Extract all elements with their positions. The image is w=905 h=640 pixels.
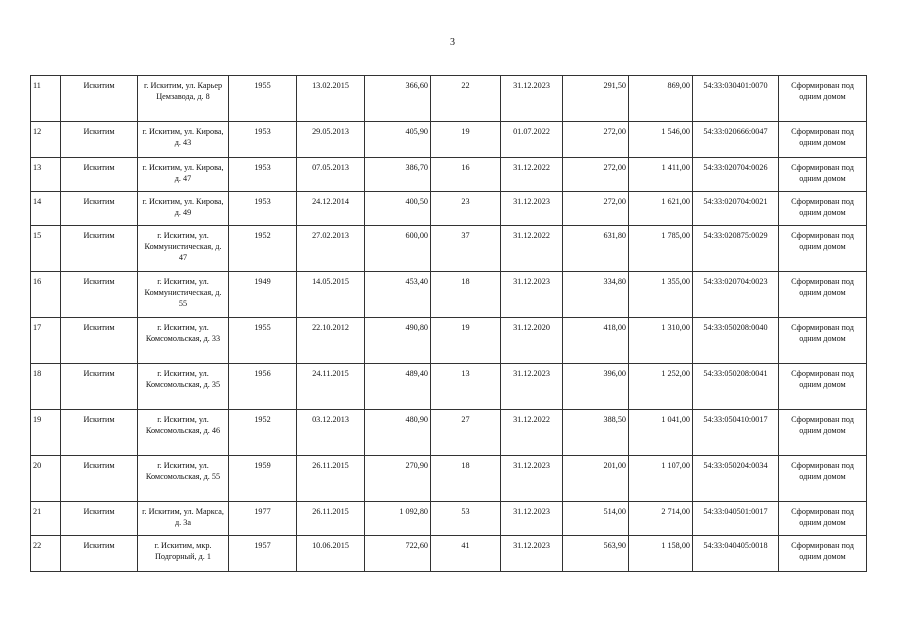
area-2-cell: 418,00 bbox=[563, 318, 629, 364]
address-cell: г. Искитим, ул. Комсомольская, д. 46 bbox=[138, 410, 229, 456]
cadastral-number-cell: 54:33:050204:0034 bbox=[693, 456, 779, 502]
table-row bbox=[31, 122, 867, 158]
deadline-date-cell: 31.12.2023 bbox=[501, 192, 563, 226]
land-status-cell: Сформирован под одним домом bbox=[779, 76, 867, 122]
municipality-cell: Искитим bbox=[61, 76, 138, 122]
municipality-cell: Искитим bbox=[61, 502, 138, 536]
area-2-cell: 272,00 bbox=[563, 158, 629, 192]
municipality-cell: Искитим bbox=[61, 410, 138, 456]
area-2-cell: 396,00 bbox=[563, 364, 629, 410]
row-number-cell: 16 bbox=[31, 272, 61, 318]
cadastral-number-cell: 54:33:040405:0018 bbox=[693, 536, 779, 572]
residents-cell: 18 bbox=[431, 272, 501, 318]
residents-cell: 23 bbox=[431, 192, 501, 226]
municipality-cell: Искитим bbox=[61, 192, 138, 226]
land-status-cell: Сформирован под одним домом bbox=[779, 122, 867, 158]
area-2-cell: 201,00 bbox=[563, 456, 629, 502]
row-number-cell: 22 bbox=[31, 536, 61, 572]
area-cell: 490,80 bbox=[365, 318, 431, 364]
residents-cell: 19 bbox=[431, 122, 501, 158]
construction-year-cell: 1955 bbox=[229, 76, 297, 122]
address-cell: г. Искитим, ул. Маркса, д. 3а bbox=[138, 502, 229, 536]
cadastral-number-cell: 54:33:050208:0040 bbox=[693, 318, 779, 364]
date-cell: 24.11.2015 bbox=[297, 364, 365, 410]
address-cell: г. Искитим, ул. Комсомольская, д. 35 bbox=[138, 364, 229, 410]
date-cell: 27.02.2013 bbox=[297, 226, 365, 272]
municipality-cell: Искитим bbox=[61, 456, 138, 502]
address-cell: г. Искитим, ул. Комсомольская, д. 33 bbox=[138, 318, 229, 364]
deadline-date-cell: 31.12.2022 bbox=[501, 158, 563, 192]
table-row bbox=[31, 364, 867, 410]
land-status-cell: Сформирован под одним домом bbox=[779, 456, 867, 502]
municipality-cell: Искитим bbox=[61, 122, 138, 158]
date-cell: 29.05.2013 bbox=[297, 122, 365, 158]
date-cell: 14.05.2015 bbox=[297, 272, 365, 318]
residents-cell: 37 bbox=[431, 226, 501, 272]
land-status-cell: Сформирован под одним домом bbox=[779, 226, 867, 272]
row-number-cell: 17 bbox=[31, 318, 61, 364]
address-cell: г. Искитим, ул. Коммунистическая, д. 55 bbox=[138, 272, 229, 318]
construction-year-cell: 1952 bbox=[229, 226, 297, 272]
construction-year-cell: 1953 bbox=[229, 122, 297, 158]
cadastral-number-cell: 54:33:030401:0070 bbox=[693, 76, 779, 122]
construction-year-cell: 1953 bbox=[229, 192, 297, 226]
cadastral-number-cell: 54:33:040501:0017 bbox=[693, 502, 779, 536]
date-cell: 26.11.2015 bbox=[297, 456, 365, 502]
land-area-cell: 1 411,00 bbox=[629, 158, 693, 192]
address-cell: г. Искитим, ул. Кирова, д. 47 bbox=[138, 158, 229, 192]
area-cell: 480,90 bbox=[365, 410, 431, 456]
municipality-cell: Искитим bbox=[61, 318, 138, 364]
table-row bbox=[31, 226, 867, 272]
municipality-cell: Искитим bbox=[61, 158, 138, 192]
deadline-date-cell: 31.12.2022 bbox=[501, 226, 563, 272]
date-cell: 26.11.2015 bbox=[297, 502, 365, 536]
residents-cell: 13 bbox=[431, 364, 501, 410]
table-row bbox=[31, 272, 867, 318]
residents-cell: 41 bbox=[431, 536, 501, 572]
area-cell: 400,50 bbox=[365, 192, 431, 226]
area-cell: 722,60 bbox=[365, 536, 431, 572]
address-cell: г. Искитим, ул. Кирова, д. 49 bbox=[138, 192, 229, 226]
row-number-cell: 12 bbox=[31, 122, 61, 158]
table-row bbox=[31, 536, 867, 572]
residents-cell: 16 bbox=[431, 158, 501, 192]
land-status-cell: Сформирован под одним домом bbox=[779, 364, 867, 410]
deadline-date-cell: 31.12.2023 bbox=[501, 502, 563, 536]
construction-year-cell: 1949 bbox=[229, 272, 297, 318]
land-status-cell: Сформирован под одним домом bbox=[779, 192, 867, 226]
construction-year-cell: 1957 bbox=[229, 536, 297, 572]
area-cell: 453,40 bbox=[365, 272, 431, 318]
date-cell: 03.12.2013 bbox=[297, 410, 365, 456]
land-area-cell: 1 355,00 bbox=[629, 272, 693, 318]
date-cell: 13.02.2015 bbox=[297, 76, 365, 122]
residents-cell: 53 bbox=[431, 502, 501, 536]
cadastral-number-cell: 54:33:020704:0023 bbox=[693, 272, 779, 318]
area-cell: 489,40 bbox=[365, 364, 431, 410]
construction-year-cell: 1956 bbox=[229, 364, 297, 410]
area-2-cell: 334,80 bbox=[563, 272, 629, 318]
address-cell: г. Искитим, ул. Комсомольская, д. 55 bbox=[138, 456, 229, 502]
address-cell: г. Искитим, ул. Кирова, д. 43 bbox=[138, 122, 229, 158]
table-row bbox=[31, 456, 867, 502]
residents-cell: 19 bbox=[431, 318, 501, 364]
date-cell: 24.12.2014 bbox=[297, 192, 365, 226]
land-status-cell: Сформирован под одним домом bbox=[779, 536, 867, 572]
area-2-cell: 514,00 bbox=[563, 502, 629, 536]
cadastral-number-cell: 54:33:020704:0021 bbox=[693, 192, 779, 226]
page-number: 3 bbox=[450, 37, 455, 48]
deadline-date-cell: 01.07.2022 bbox=[501, 122, 563, 158]
table-row bbox=[31, 410, 867, 456]
housing-registry-table bbox=[30, 75, 867, 572]
land-status-cell: Сформирован под одним домом bbox=[779, 158, 867, 192]
area-cell: 600,00 bbox=[365, 226, 431, 272]
row-number-cell: 18 bbox=[31, 364, 61, 410]
address-cell: г. Искитим, ул. Карьер Цемзавода, д. 8 bbox=[138, 76, 229, 122]
land-status-cell: Сформирован под одним домом bbox=[779, 318, 867, 364]
address-cell: г. Искитим, мкр. Подгорный, д. 1 bbox=[138, 536, 229, 572]
deadline-date-cell: 31.12.2020 bbox=[501, 318, 563, 364]
row-number-cell: 20 bbox=[31, 456, 61, 502]
land-area-cell: 869,00 bbox=[629, 76, 693, 122]
residents-cell: 27 bbox=[431, 410, 501, 456]
construction-year-cell: 1977 bbox=[229, 502, 297, 536]
area-2-cell: 631,80 bbox=[563, 226, 629, 272]
area-cell: 366,60 bbox=[365, 76, 431, 122]
table-body bbox=[31, 76, 867, 572]
land-area-cell: 1 041,00 bbox=[629, 410, 693, 456]
date-cell: 07.05.2013 bbox=[297, 158, 365, 192]
land-area-cell: 1 621,00 bbox=[629, 192, 693, 226]
area-cell: 1 092,80 bbox=[365, 502, 431, 536]
deadline-date-cell: 31.12.2022 bbox=[501, 410, 563, 456]
area-2-cell: 272,00 bbox=[563, 192, 629, 226]
construction-year-cell: 1955 bbox=[229, 318, 297, 364]
municipality-cell: Искитим bbox=[61, 272, 138, 318]
municipality-cell: Искитим bbox=[61, 536, 138, 572]
land-status-cell: Сформирован под одним домом bbox=[779, 272, 867, 318]
row-number-cell: 13 bbox=[31, 158, 61, 192]
area-2-cell: 272,00 bbox=[563, 122, 629, 158]
row-number-cell: 11 bbox=[31, 76, 61, 122]
date-cell: 22.10.2012 bbox=[297, 318, 365, 364]
municipality-cell: Искитим bbox=[61, 226, 138, 272]
row-number-cell: 14 bbox=[31, 192, 61, 226]
residents-cell: 18 bbox=[431, 456, 501, 502]
area-cell: 386,70 bbox=[365, 158, 431, 192]
deadline-date-cell: 31.12.2023 bbox=[501, 536, 563, 572]
deadline-date-cell: 31.12.2023 bbox=[501, 364, 563, 410]
cadastral-number-cell: 54:33:050410:0017 bbox=[693, 410, 779, 456]
table-row bbox=[31, 318, 867, 364]
area-2-cell: 563,90 bbox=[563, 536, 629, 572]
municipality-cell: Искитим bbox=[61, 364, 138, 410]
deadline-date-cell: 31.12.2023 bbox=[501, 76, 563, 122]
cadastral-number-cell: 54:33:020666:0047 bbox=[693, 122, 779, 158]
land-area-cell: 1 310,00 bbox=[629, 318, 693, 364]
table-row bbox=[31, 158, 867, 192]
cadastral-number-cell: 54:33:020875:0029 bbox=[693, 226, 779, 272]
address-cell: г. Искитим, ул. Коммунистическая, д. 47 bbox=[138, 226, 229, 272]
land-area-cell: 1 785,00 bbox=[629, 226, 693, 272]
construction-year-cell: 1952 bbox=[229, 410, 297, 456]
land-status-cell: Сформирован под одним домом bbox=[779, 410, 867, 456]
construction-year-cell: 1959 bbox=[229, 456, 297, 502]
deadline-date-cell: 31.12.2023 bbox=[501, 272, 563, 318]
area-cell: 270,90 bbox=[365, 456, 431, 502]
land-area-cell: 1 158,00 bbox=[629, 536, 693, 572]
construction-year-cell: 1953 bbox=[229, 158, 297, 192]
table-row bbox=[31, 192, 867, 226]
table-row bbox=[31, 76, 867, 122]
land-area-cell: 1 252,00 bbox=[629, 364, 693, 410]
cadastral-number-cell: 54:33:020704:0026 bbox=[693, 158, 779, 192]
area-2-cell: 388,50 bbox=[563, 410, 629, 456]
row-number-cell: 15 bbox=[31, 226, 61, 272]
deadline-date-cell: 31.12.2023 bbox=[501, 456, 563, 502]
land-area-cell: 1 107,00 bbox=[629, 456, 693, 502]
land-area-cell: 2 714,00 bbox=[629, 502, 693, 536]
date-cell: 10.06.2015 bbox=[297, 536, 365, 572]
land-area-cell: 1 546,00 bbox=[629, 122, 693, 158]
row-number-cell: 21 bbox=[31, 502, 61, 536]
area-cell: 405,90 bbox=[365, 122, 431, 158]
residents-cell: 22 bbox=[431, 76, 501, 122]
cadastral-number-cell: 54:33:050208:0041 bbox=[693, 364, 779, 410]
row-number-cell: 19 bbox=[31, 410, 61, 456]
land-status-cell: Сформирован под одним домом bbox=[779, 502, 867, 536]
area-2-cell: 291,50 bbox=[563, 76, 629, 122]
table-row bbox=[31, 502, 867, 536]
